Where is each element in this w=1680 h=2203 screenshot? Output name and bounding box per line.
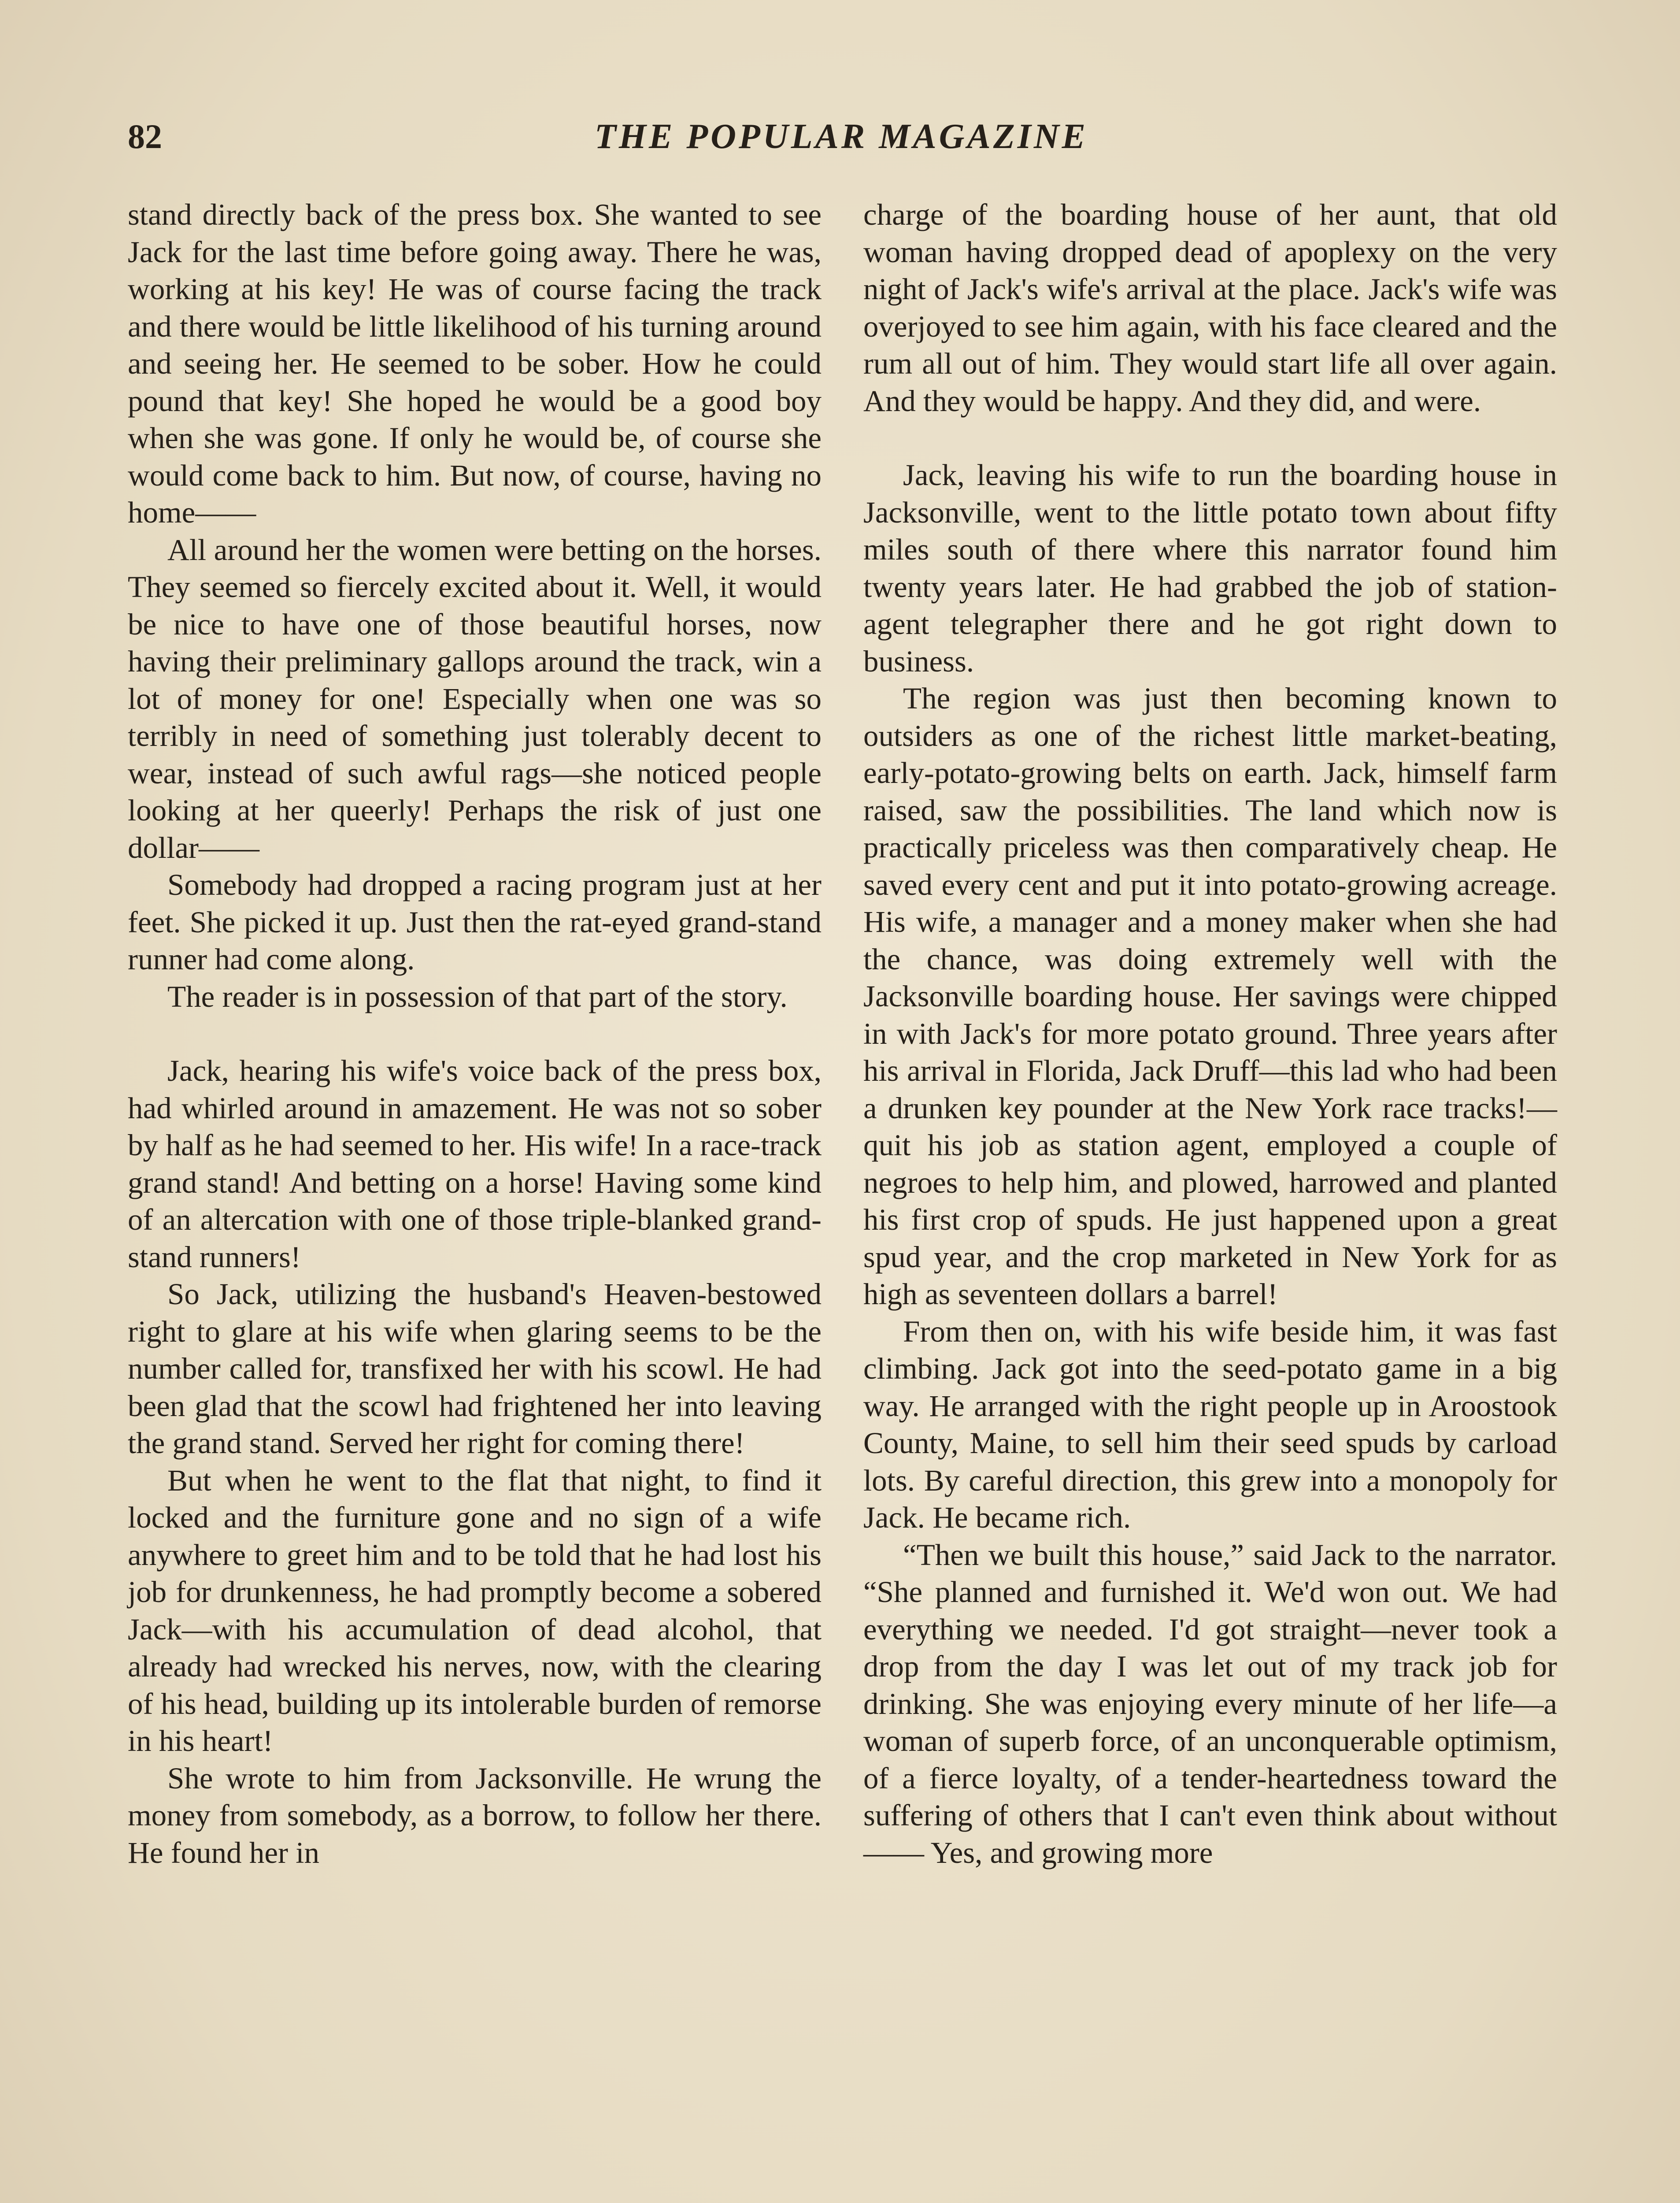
paragraph: But when he went to the flat that night, to find it locked and the furniture gone and no sign of a wife anywhere to greet him and to be told that he had lost his job for drunkenness, he had promptly become a sobered Jack—with his accumulation of dead alcohol, that already had wrecked his nerves, now, with the clearing of his head, building up its intolerable burden of remorse in his heart! <box>128 1463 821 1758</box>
page-header <box>128 117 1555 165</box>
right-column <box>863 196 1557 1871</box>
paragraph: “Then we built this house,” said Jack to the narrator. “She planned and furnished it. We'd won out. We had everything we needed. I'd got straight—never took a drop from the day I was let out of my track job for drinking. She was enjoying every minute of her life—a woman of superb force, of an unconquerable optimism, of a fierce loyalty, of a tender-heartedness toward the suffering of others that I can't even think about without—— Yes, and growing more <box>863 1538 1557 1869</box>
paragraph: Jack, hearing his wife's voice back of the press box, had whirled around in amazement. He was not so sober by half as he had seemed to her. His wife! In a race-track grand stand! And betting on a horse! Having some kind of an altercation with one of those triple-blanked grand-stand runners! <box>128 1054 821 1274</box>
paragraph: Somebody had dropped a racing program just at her feet. She picked it up. Just then the rat-eyed grand-stand runner had come along. <box>128 868 821 976</box>
paragraph: All around her the women were betting on the horses. They seemed so fiercely excited about it. Well, it would be nice to have one of those beautiful horses, now having their preliminary gallops around the track, win a lot of money for one! Especially when one was so terribly in need of something just tolerably decent to wear, instead of such awful rags—she noticed people looking at her queerly! Perhaps the risk of just one dollar—— <box>128 533 821 864</box>
paragraph: From then on, with his wife beside him, it was fast climbing. Jack got into the seed-potato game in a big way. He arranged with the right people up in Aroostook County, Maine, to sell him their seed spuds by carload lots. By careful direction, this grew into a monopoly for Jack. He became rich. <box>863 1314 1557 1534</box>
paragraph: The reader is in possession of that part of the story. <box>167 979 788 1013</box>
left-column <box>128 196 821 1871</box>
page-number: 82 <box>128 117 162 156</box>
paragraph: She wrote to him from Jacksonville. He wrung the money from somebody, as a borrow, to follow her there. He found her in <box>128 1761 821 1869</box>
paragraph: charge of the boarding house of her aunt, that old woman having dropped dead of apoplexy on the very night of Jack's wife's arrival at the place. Jack's wife was overjoyed to see him again, with his face cleared and the rum all out of him. They would start life all over again. And they would be happy. And they did, and were. <box>863 198 1557 418</box>
paragraph: So Jack, utilizing the husband's Heaven-bestowed right to glare at his wife when glaring seems to be the number called for, transfixed her with his scowl. He had been glad that the scowl had frightened her into leaving the grand stand. Served her right for coming there! <box>128 1277 821 1460</box>
paragraph: Jack, leaving his wife to run the boarding house in Jacksonville, went to the little potato town about fifty miles south of there where this narrator found him twenty years later. He had grabbed the job of station-agent telegrapher there and he got right down to business. <box>863 458 1557 678</box>
running-head: THE POPULAR MAGAZINE <box>594 117 1088 156</box>
paragraph: stand directly back of the press box. She wanted to see Jack for the last time before going away. There he was, working at his key! He was of course facing the track and there would be little likelihood of his turning around and seeing her. He seemed to be sober. How he could pound that key! She hoped he would be a good boy when she was gone. If only he would be, of course she would come back to him. But now, of course, having no home—— <box>128 198 821 529</box>
paragraph: The region was just then becoming known to outsiders as one of the richest little market-beating, early-potato-growing belts on earth. Jack, himself farm raised, saw the possibilities. The land which now is practically priceless was then comparatively cheap. He saved every cent and put it into potato-growing acreage. His wife, a manager and a money maker when she had the chance, was doing extremely well with the Jacksonville boarding house. Her savings were chipped in with Jack's for more potato ground. Three years after his arrival in Florida, Jack Druff—this lad who had been a drunken key pounder at the New York race tracks!—quit his job as station agent, employed a couple of negroes to help him, and plowed, harrowed and planted his first crop of spuds. He just happened upon a great spud year, and the crop marketed in New York for as high as seventeen dollars a barrel! <box>863 682 1557 1311</box>
